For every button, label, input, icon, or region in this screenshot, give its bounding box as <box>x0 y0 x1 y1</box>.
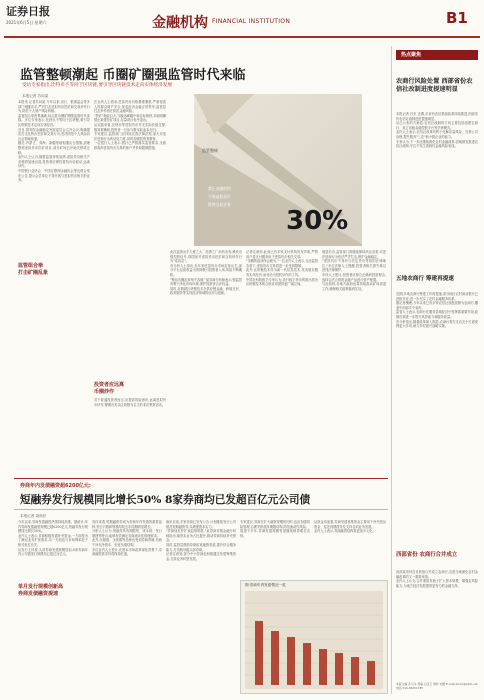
column-divider <box>391 46 392 694</box>
sidebar-story2-headline: 五地农商行 筹建再提速 <box>396 276 454 282</box>
section-divider <box>14 478 388 479</box>
lead-col-3: 此次监管出手力度之大、范围之广前所未有,释放出强烈的信号,即国家对虚拟货币挖矿和交易炒作行为"零容忍"。 有分析人士指出,近年来虚拟货币市场乱象丛生,部分平台以高收益为诱饵吸引投资者入场,风险不断累积。 "整治币圈乱象刻不容缓,"某券商分析师表示,强监管有利于净化市场环境,保护投资者合法权益。 同时,应鼓励区块链技术在供应链金融、跨境支付、政务服务等实体经济领域的应用与创新。 <box>170 250 242 296</box>
section-title: 金融机构 <box>152 15 208 31</box>
graphic-percent: 30% <box>286 206 349 236</box>
sidebar-header <box>396 50 478 60</box>
lead-graphic <box>194 94 362 246</box>
paper-logo: 证券日报 <box>6 5 50 18</box>
masthead-rule <box>4 36 480 38</box>
graphic-label-3: 开展虚拟货币 <box>208 194 231 199</box>
sidebar <box>394 46 480 696</box>
second-headline-rule <box>14 509 388 510</box>
lead-col-2b: 对于普通投资者而言,应提高风险意识,远离虚拟货币炒作,警惕各类以区块链为名义的非法集资活动。 <box>94 398 166 407</box>
second-subhead-1: 单月发行规模创新高 <box>18 584 64 590</box>
second-col-4: 专家建议,券商在扩大融资规模的同时,也应加强风险管理,合理安排债务期限结构,防范流动性风险。 展望下半年,券商发债规模有望继续保持增长态势。 <box>240 520 310 538</box>
lead-headline: 监管整顿潮起 币圈矿圈强监管时代来临 <box>20 68 246 83</box>
sidebar-header-label: 热点聚焦 <box>401 52 422 58</box>
bond-chart-caption: 图:券商年内发债情况一览 <box>245 583 286 587</box>
masthead <box>0 0 484 40</box>
graphic-label-4: 暂停交易业务 <box>208 202 231 207</box>
lead-col-2: 在业内人士看来,虚拟货币价格暴涨暴跌,严重侵害人民群众财产安全,扰乱经济金融正常秩序,监管层打击炒作意在防范金融风险。 "挖矿"耗能巨大,与碳达峰碳中和目标相悖,多地明确禁止新建挖矿项目,存量项目有序退出。 从实践来看,比特币等虚拟货币并无实际价值支撑,极易被操纵,投资者一旦参与极可能血本无归。 专家建议,监管部门应持续完善法律法规,加大对违法违规行为的惩处力度,同时加强投资者教育。 一位银行人士表示,银行已严格落实监管要求,全面排查涉虚拟货币交易的账户并采取限制措施。 <box>94 100 166 150</box>
lead-col-4: 记者注意到,此前已有多家支付机构发布声明,严禁用户将支付服务用于虚拟货币相关交易。 "币圈的泡沫终会破灭,"一位业内人士表示,当前监管态势下,虚拟货币交易将进一步受到限制。 此外,区块链技术作为新一代信息技术,其发展应服务实体经济,而非沦为投机炒作的工具。 中国社科院相关专家认为,央行数字货币的推出将为区块链技术的合规应用提供更广阔空间。 <box>246 250 318 287</box>
lead-subhead-4: 币圈炒作 <box>94 389 115 395</box>
bond-chart <box>240 580 388 694</box>
graphic-label-1: 监管整顿 <box>202 148 218 153</box>
sidebar-story3-headline: 西部省份 农商行合并成立 <box>396 552 458 558</box>
lead-subhead-3: 投资者应远离 <box>94 382 125 388</box>
lead-subhead-1: 监管组合拳 <box>18 263 44 269</box>
second-col-2: 具体来看,短期融资券成为券商年内发债的重要品种,发行只数和规模均较去年同期明显增长。 分析人士认为,短融券具有期限短、成本低、发行便捷等特点,能够有效满足券商流动性管理需求。 此外,次级债、永续债等品种也受到券商青睐,有助于补充净资本、优化负债结构。 多位业内人士预计,在资本市场改革深化背景下,券商融资需求仍将保持旺盛。 <box>92 520 162 557</box>
second-col-5: 从资金用途看,券商发债募集资金主要用于补充营运资金、偿还到期债务及支持各项业务发展。 业内人士表示,券商融资结构将更加多元化。 <box>314 520 386 534</box>
lead-col-5: 展望后市,监管部门将继续保持高压态势,对违法违规行为依法严厉打击,维护金融稳定。 "虚拟货币不具有与法定货币等同的法律地位,"多位法律人士提醒,投资者相关损失难以获得法律保护。 市场人士建议,投资者应树立正确的投资理念,选择合法合规的金融产品进行资产配置。 与此同时,各地方政府也将持续推动矿场清退工作,确保相关政策落到实处。 <box>322 250 386 291</box>
sidebar-story1-body: 本报记者 吕东 近期,多省份农信系统改革持续推进,西部省份农信社改制进度提速明显。 从已公布的方案看,农信社改制的方向主要包括组建农商行、设立省级金融控股平台等多种模式。 业内人士表示,农信社改革有利于化解存量风险、完善公司治理,提升服务"三农"和小微企业的能力。 专家认为,下一步应继续深化农村金融改革,因地制宜推进农信社改制,守住不发生系统性金融风险底线。 <box>396 112 478 149</box>
date-line: 2021年6月5日 星期六 <box>6 20 47 25</box>
second-headline: 短融券发行规模同比增长50% 8家券商均已发超百亿元公司债 <box>20 494 311 506</box>
section-en: FINANCIAL INSTITUTION <box>212 18 291 25</box>
lead-col-1: 本报讯 记者苏向杲 今年以来,央行、银保监会等多部门相继出手,严厉打击虚拟货币挖矿和交易炒作行为,防范个人财产风险转嫁。 监管组合拳密集落地,标志着币圈矿圈强监管时代来临。多位专家表示,比特币不等同于区块链,要引导区块链技术走向实体经济。 近日,国务院金融稳定发展委员会召开会议,明确提出打击比特币挖矿和交易行为,坚决防范个人风险向社会领域传递。 随后,内蒙古、青海、新疆等地相继出台措施,清理整顿虚拟货币挖矿项目,部分矿场已开始关停或迁移。 业内人士认为,随着监管持续加码,虚拟货币相关产业链将加速出清,投资者应理性看待币价波动,远离炒作。 中国银行业协会、中国互联网金融协会等也联合发布公告,提示会员单位不得开展与虚拟货币相关的业务。 <box>18 100 90 183</box>
page-number: B1 <box>446 9 468 27</box>
sidebar-story3-body: 西部某省份近日获批合并成立农商行,这是当地深化农村金融改革的又一重要举措。 业内人士认为,合并重组有助于扩大资本规模、增强抗风险能力,为地方经济发展提供更有力的金融支持。 <box>396 570 478 588</box>
sidebar-story2-body: 近期,多地农商行筹建工作再提速,部分地区农村商业银行已获批开业,进一步充实了农村金融服务体系。 据记者梳理,今年以来已有多家农信社获批改制为农商行,覆盖中西部多个省份。 监管人士表示,农商行在服务县域经济中发挥着重要作用,改制后需进一步提升风控能力和服务质量。 有分析指出,随着改革深入推进,农商行将在支农支小方面发挥更大作用,助力乡村振兴战略实施。 <box>396 292 478 329</box>
lead-byline: 本报记者 苏向杲 <box>22 94 49 98</box>
sidebar-story1-headline: 农商行风险处置 西部省份农信社改制进度提速明显 <box>396 78 473 93</box>
second-kicker: 券商年内发债融资超6200亿元: <box>20 483 91 489</box>
lead-subhead-2: 打击矿圈乱象 <box>18 270 49 276</box>
second-subhead-2: 券商发债融资提速 <box>18 591 59 597</box>
second-byline: 本报记者 周尚伃 <box>20 514 47 518</box>
sidebar-footer: 本版主编 乔川川 责编 白宝玉 制作 刘雄 E-mail:zmzx@zqrb.net 电话 010-83251785 <box>396 682 478 690</box>
bond-chart-svg <box>245 591 383 689</box>
second-col-3: 截至目前,多家券商已发布公告,计划继续发行公司债及短期融资券,以增强资本实力。 "券商加杠杆扩表趋势明显,"某券商非银金融分析师指出,重资本业务占比提升,推动券商持续补充资金。 同时,监管层鼓励券商拓宽融资渠道,提升综合服务能力,打造航母级头部券商。 记者注意到,部分中小券商也积极通过发债筹集资金,支持业务转型发展。 <box>166 520 236 561</box>
graphic-label-2: 禁止金融机构 <box>208 186 231 191</box>
lead-subhead: 受访专家指出,比特币不等同于区块链,要引导区块链技术走向实体经济发展 <box>22 83 172 88</box>
second-col-1: 今年以来,券商发债融资热情持续高涨。据统计,年内券商发债融资规模已超6200亿元,短融券发行规模同比增长50%。 业内人士表示,券商积极发债补充资金,一方面是为了满足业务扩张需求,另一方面也与市场利率处于相对低位有关。 从发行主体看,头部券商发债规模居前,8家券商年内公司债发行规模均已超过百亿元。 <box>18 520 88 557</box>
